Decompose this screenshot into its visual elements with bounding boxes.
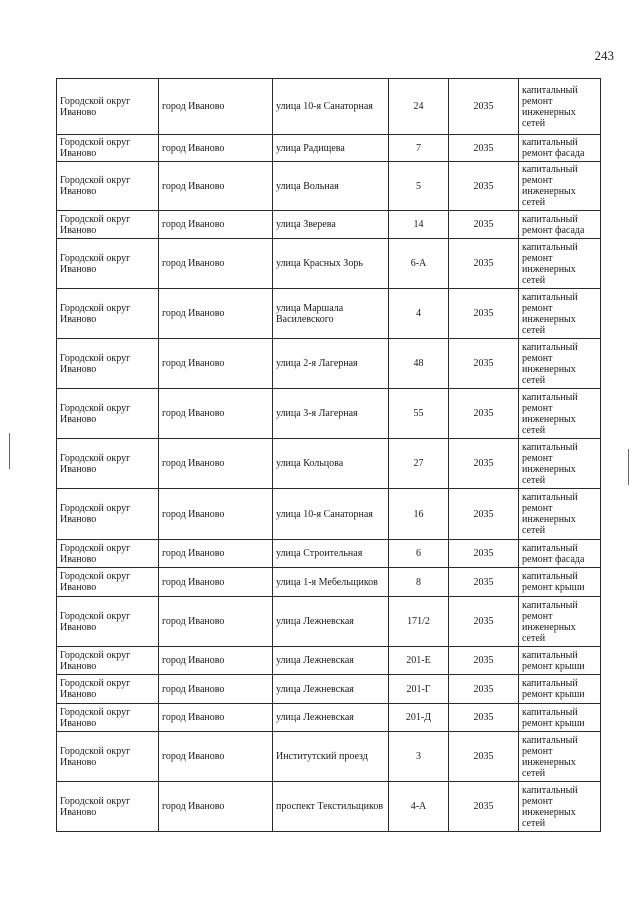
house-number-cell: 4-А (389, 782, 449, 832)
table-row (57, 489, 601, 540)
city-cell: город Иваново (159, 439, 273, 489)
table-row (57, 782, 601, 832)
house-number-cell: 14 (389, 211, 449, 239)
house-number-cell: 55 (389, 389, 449, 439)
work-type-cell: капитальный ремонт фасада (519, 540, 601, 568)
page-number: 243 (594, 48, 614, 63)
table-row (57, 439, 601, 489)
table-row (57, 675, 601, 704)
street-cell: Институтский проезд (273, 732, 389, 782)
house-number-cell: 4 (389, 289, 449, 339)
city-cell: город Иваново (159, 540, 273, 568)
city-cell: город Иваново (159, 489, 273, 540)
street-cell: улица Лежневская (273, 597, 389, 647)
work-type-cell: капитальный ремонт инженерных сетей (519, 239, 601, 289)
district-cell: Городской округ Иваново (57, 732, 159, 782)
house-number-cell: 7 (389, 135, 449, 162)
city-cell: город Иваново (159, 704, 273, 732)
table-row (57, 79, 601, 135)
work-type-cell: капитальный ремонт крыши (519, 647, 601, 675)
district-cell: Городской округ Иваново (57, 239, 159, 289)
year-cell: 2035 (449, 782, 519, 832)
house-number-cell: 6-А (389, 239, 449, 289)
city-cell: город Иваново (159, 647, 273, 675)
city-cell: город Иваново (159, 239, 273, 289)
district-cell: Городской округ Иваново (57, 489, 159, 540)
table-row (57, 339, 601, 389)
year-cell: 2035 (449, 540, 519, 568)
work-type-cell: капитальный ремонт инженерных сетей (519, 162, 601, 211)
city-cell: город Иваново (159, 162, 273, 211)
house-number-cell: 201-Д (389, 704, 449, 732)
street-cell: улица 3-я Лагерная (273, 389, 389, 439)
street-cell: улица Лежневская (273, 704, 389, 732)
street-cell: улица Лежневская (273, 647, 389, 675)
house-number-cell: 48 (389, 339, 449, 389)
work-type-cell: капитальный ремонт инженерных сетей (519, 782, 601, 832)
district-cell: Городской округ Иваново (57, 135, 159, 162)
house-number-cell: 6 (389, 540, 449, 568)
house-number-cell: 201-Г (389, 675, 449, 704)
district-cell: Городской округ Иваново (57, 339, 159, 389)
house-number-cell: 201-Е (389, 647, 449, 675)
work-type-cell: капитальный ремонт крыши (519, 568, 601, 597)
work-type-cell: капитальный ремонт фасада (519, 211, 601, 239)
year-cell: 2035 (449, 162, 519, 211)
year-cell: 2035 (449, 289, 519, 339)
work-type-cell: капитальный ремонт инженерных сетей (519, 439, 601, 489)
year-cell: 2035 (449, 489, 519, 540)
table-row (57, 289, 601, 339)
year-cell: 2035 (449, 439, 519, 489)
work-type-cell: капитальный ремонт инженерных сетей (519, 79, 601, 135)
table-row (57, 135, 601, 162)
year-cell: 2035 (449, 239, 519, 289)
house-number-cell: 27 (389, 439, 449, 489)
work-type-cell: капитальный ремонт инженерных сетей (519, 489, 601, 540)
house-number-cell: 3 (389, 732, 449, 782)
street-cell: улица 2-я Лагерная (273, 339, 389, 389)
table-row (57, 704, 601, 732)
street-cell: улица Радищева (273, 135, 389, 162)
street-cell: улица Кольцова (273, 439, 389, 489)
table-row (57, 211, 601, 239)
street-cell: улица Красных Зорь (273, 239, 389, 289)
scan-edge-mark-right (628, 449, 629, 485)
year-cell: 2035 (449, 675, 519, 704)
district-cell: Городской округ Иваново (57, 389, 159, 439)
city-cell: город Иваново (159, 389, 273, 439)
table-row (57, 597, 601, 647)
street-cell: улица Вольная (273, 162, 389, 211)
district-cell: Городской округ Иваново (57, 540, 159, 568)
year-cell: 2035 (449, 79, 519, 135)
street-cell: улица Лежневская (273, 675, 389, 704)
year-cell: 2035 (449, 568, 519, 597)
city-cell: город Иваново (159, 135, 273, 162)
house-number-cell: 5 (389, 162, 449, 211)
street-cell: улица Зверева (273, 211, 389, 239)
work-type-cell: капитальный ремонт инженерных сетей (519, 289, 601, 339)
year-cell: 2035 (449, 597, 519, 647)
city-cell: город Иваново (159, 568, 273, 597)
house-number-cell: 24 (389, 79, 449, 135)
work-type-cell: капитальный ремонт инженерных сетей (519, 389, 601, 439)
city-cell: город Иваново (159, 675, 273, 704)
district-cell: Городской округ Иваново (57, 289, 159, 339)
district-cell: Городской округ Иваново (57, 568, 159, 597)
work-type-cell: капитальный ремонт фасада (519, 135, 601, 162)
street-cell: проспект Текстильщиков (273, 782, 389, 832)
year-cell: 2035 (449, 389, 519, 439)
work-type-cell: капитальный ремонт крыши (519, 675, 601, 704)
city-cell: город Иваново (159, 339, 273, 389)
work-type-cell: капитальный ремонт крыши (519, 704, 601, 732)
city-cell: город Иваново (159, 79, 273, 135)
city-cell: город Иваново (159, 289, 273, 339)
district-cell: Городской округ Иваново (57, 647, 159, 675)
district-cell: Городской округ Иваново (57, 597, 159, 647)
table-row (57, 647, 601, 675)
work-type-cell: капитальный ремонт инженерных сетей (519, 339, 601, 389)
district-cell: Городской округ Иваново (57, 782, 159, 832)
city-cell: город Иваново (159, 211, 273, 239)
city-cell: город Иваново (159, 782, 273, 832)
table-row (57, 239, 601, 289)
district-cell: Городской округ Иваново (57, 211, 159, 239)
street-cell: улица Строительная (273, 540, 389, 568)
district-cell: Городской округ Иваново (57, 162, 159, 211)
table-row (57, 162, 601, 211)
district-cell: Городской округ Иваново (57, 675, 159, 704)
district-cell: Городской округ Иваново (57, 79, 159, 135)
table-row (57, 568, 601, 597)
street-cell: улица 10-я Санаторная (273, 79, 389, 135)
house-number-cell: 16 (389, 489, 449, 540)
district-cell: Городской округ Иваново (57, 439, 159, 489)
house-number-cell: 8 (389, 568, 449, 597)
work-type-cell: капитальный ремонт инженерных сетей (519, 597, 601, 647)
street-cell: улица 1-я Мебельщиков (273, 568, 389, 597)
repair-schedule-table (56, 78, 601, 832)
table-row (57, 389, 601, 439)
year-cell: 2035 (449, 732, 519, 782)
street-cell: улица Маршала Василевского (273, 289, 389, 339)
city-cell: город Иваново (159, 732, 273, 782)
district-cell: Городской округ Иваново (57, 704, 159, 732)
year-cell: 2035 (449, 647, 519, 675)
year-cell: 2035 (449, 704, 519, 732)
year-cell: 2035 (449, 339, 519, 389)
scan-edge-mark-left (9, 433, 10, 469)
year-cell: 2035 (449, 211, 519, 239)
table-row (57, 732, 601, 782)
city-cell: город Иваново (159, 597, 273, 647)
house-number-cell: 171/2 (389, 597, 449, 647)
year-cell: 2035 (449, 135, 519, 162)
street-cell: улица 10-я Санаторная (273, 489, 389, 540)
work-type-cell: капитальный ремонт инженерных сетей (519, 732, 601, 782)
table-row (57, 540, 601, 568)
